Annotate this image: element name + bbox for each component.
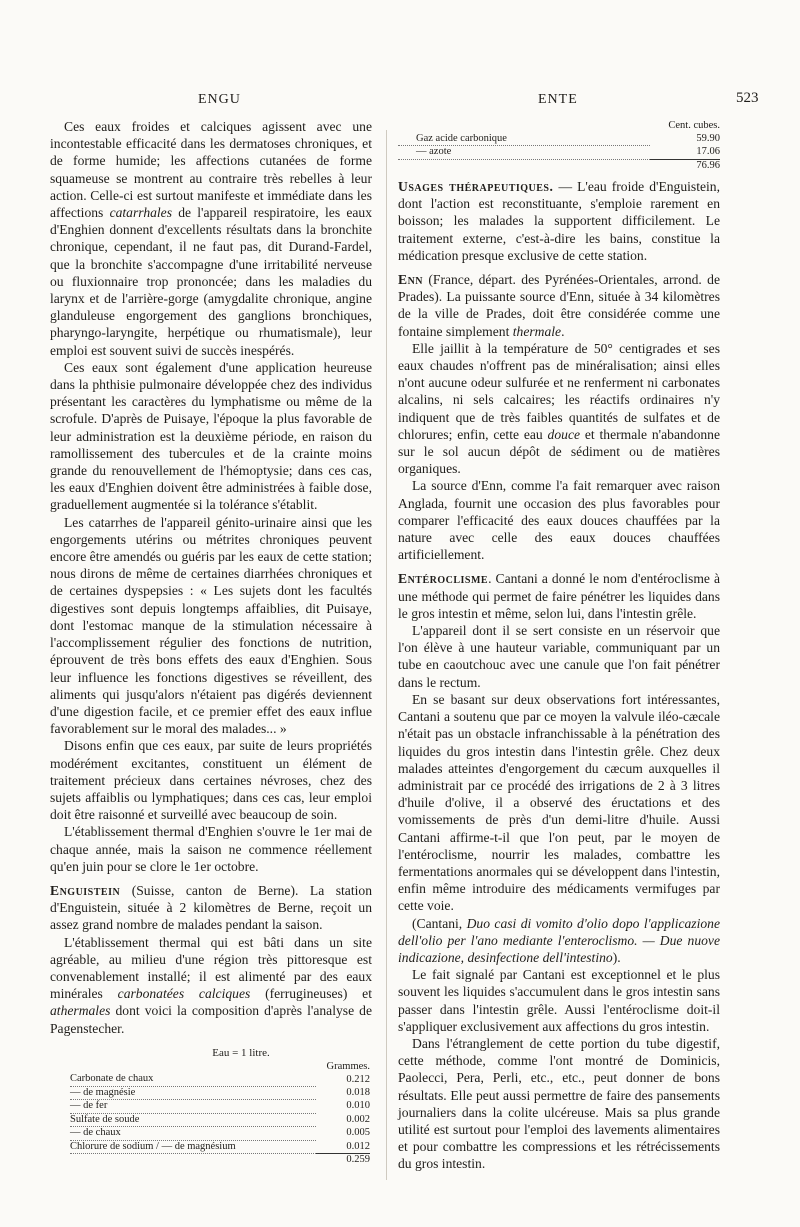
entry-keyword: Usages thérapeutiques. <box>398 179 554 194</box>
table-row: — azote 17.06 <box>398 146 720 160</box>
entry-keyword: Enn <box>398 272 424 288</box>
paragraph: Disons enfin que ces eaux, par suite de leurs propriétés modérément excitantes, constituent un élément de traitement précieux dans certaines névroses, chez des sujets affaiblis ou lymphatiques; dans ces cas, leur emploi doit être raisonné et surveillé avec beaucoup de soin. <box>50 738 372 823</box>
paragraph: Elle jaillit à la température de 50° centigrades et ses eaux chaudes n'offrent pas de minéralisation; ainsi elles n'ont aucune odeur sulfurée et ne renferment ni carbonates alcalins, ni sels calcaires; les réactifs ordinaires n'y indiquent que de très faibles quantités de sulfates et de chlorures; enfin, cette eau douce et thermale n'abandonne sur le sol aucun dépôt de sédiment ou de matières organiques. <box>398 340 721 477</box>
paragraph: En se basant sur deux observations fort intéressantes, Cantani a soutenu que par ce moyen la valvule iléo-cæcale n'était pas un obstacle infranchissable à la pénétration des liquides du gros intestin dans l'intestin grêle. Chez deux malades atteintes d'engorgement du cæcum auxquelles il administrait par ce procédé des irrigations de 2 à 3 litres d'huile d'olive, il a observé des éructations et des vomissements de près d'un demi-litre d'huile. Aussi Cantani affirme-t-il que l'on peut, par le moyen de l'entéroclisme, nourrir les malades, combattre les fermentations anormales qui se développent dans l'intestin, enfin même introduire des médicaments vermifuges par cette voie. <box>398 691 720 914</box>
paragraph: Dans l'étranglement de cette portion du tube digestif, cette méthode, comme l'ont montré de Dominicis, Paolecci, Pera, Perli, etc., etc., peut donner de bons résultats. Elle peut aussi permettre de faire des pansements journaliers dans la colite ulcéreuse. Mais sa plus grande utilité est surtout pour l'emploi des lavements alimentaires et pour combattre les compressions et les rétrécissements du gros intestin. <box>398 1035 720 1172</box>
table-total-row: 76.96 <box>398 159 720 172</box>
reference: (Cantani, Duo casi di vomito d'olio dopo l'applicazione dell'olio per l'ano mediante l'enteroclismo. — Due nuove indicazione, desinfectione dell'intestino). <box>398 915 721 965</box>
gas-unit: Cent. cubes. <box>668 120 720 131</box>
column-divider <box>386 130 387 1180</box>
table-unit: Grammes. <box>326 1060 370 1072</box>
composition-table <box>70 1061 370 1167</box>
table-row: Gaz acide carbonique 59.90 <box>398 133 720 146</box>
paragraph: Ces eaux froides et calciques agissent avec une incontestable efficacité dans les dermatoses chroniques, et de forme humide; les affections cutanées de forme squameuse se montrent au contraire très rebelles à leur action. Celle-ci est surtout manifeste et immédiate dans les affections catarrhales de l'appareil respiratoire, les eaux d'Enghien donnent d'excellents résultats dans la bronchite chronique, cependant, il ne faut pas, dit Durand-Fardel, que la bronchite s'accompagne d'une irritabilité nerveuse ou fluxionnaire trop prononcée; dans les maladies du larynx et de l'arrière-gorge (amygdalite chronique, angine glanduleuse engorgement des ganglions bronchiques, pharyngo-laryngite, herpétique ou rhumatismale), leur emploi est souvent suivi de succès inespérés. <box>50 119 372 358</box>
table-row: — de chaux 0.005 <box>70 1127 370 1139</box>
entry-enteroclisme: Entéroclisme. Cantani a donné le nom d'entéroclisme à une méthode qui permet de faire pénétrer les liquides dans le gros intestin et même, selon lui, dans l'intestin grêle. <box>398 571 720 621</box>
paragraph: L'appareil dont il se sert consiste en un réservoir que l'on élève à une hauteur variable, communiquant par un tube en caoutchouc avec une canule que l'on fait pénétrer dans le rectum. <box>398 623 720 690</box>
table-row: — de fer 0.010 <box>70 1100 370 1112</box>
left-column <box>50 118 372 1167</box>
paragraph: Les catarrhes de l'appareil génito-urinaire ainsi que les engorgements utérins ou métrites chroniques peuvent encore être amendés ou guéris par les eaux de cette station; nous dirons de même de certaines diarrhées chroniques et de certaines dyspepsies : « Les sujets dont les facultés digestives sont depuis longtemps affaiblies, dit Puisaye, dont l'estomac manque de la stimulation nécessaire à l'accomplissement régulier des fonctions de nutrition, éprouvent de très bons effets des eaux d'Enghien. Sous leur influence les fonctions digestives se réveillent, des aliments qui jusqu'alors n'étaient pas digérés deviennent d'une digestion facile, et ce premier effet des eaux influe favorablement sur le moral des malades... » <box>50 514 372 737</box>
table-total-row: 0.259 <box>70 1154 370 1167</box>
entry-keyword: Entéroclisme <box>398 571 489 587</box>
paragraph: Le fait signalé par Cantani est exceptionnel et le plus souvent les liquides s'accumulent dans le gros intestin sans passer dans l'intestin grêle. Aussi l'entéroclisme doit-il s'appliquer exclusivement aux affections du gros intestin. <box>398 967 720 1034</box>
page-number: 523 <box>736 90 759 106</box>
running-header-center: ENTE <box>538 92 578 107</box>
table-title: Eau = 1 litre. <box>212 1046 270 1059</box>
entry-keyword: Enguistein <box>50 882 121 898</box>
table-row: Carbonate de chaux 0.212 <box>70 1073 370 1085</box>
table-row: Sulfate de soude 0.002 <box>70 1113 370 1125</box>
table-row: Chlorure de sodium / — de magnésium 0.012 <box>70 1140 370 1152</box>
entry-usages: Usages thérapeutiques. — L'eau froide d'Enguistein, dont l'action est reconstituante, s'emploie rarement en boisson; les malades la supportent difficilement. Le traitement externe, c'est-à-dire les bains, constitue la médication presque exclusive de cette station. <box>398 179 720 263</box>
gas-table <box>398 120 720 172</box>
running-header-left: ENGU <box>198 92 241 107</box>
entry-enguistein: Enguistein (Suisse, canton de Berne). La station d'Enguistein, située à 2 kilomètres de Berne, reçoit un assez grand nombre de malades pendant la saison. <box>50 882 372 933</box>
paragraph: La source d'Enn, comme l'a fait remarquer avec raison Anglada, fournit une occasion des plus favorables pour comparer l'efficacité des eaux douces chauffées par la nature avec celle des eaux douces chauffées artificiellement. <box>398 478 720 563</box>
entry-enn: Enn (France, départ. des Pyrénées-Orientales, arrond. de Prades). La puissante source d'Enn, située à 34 kilomètres de la ville de Prades, doit être considérée comme une fontaine simplement thermale. <box>398 272 720 339</box>
table-row: — de magnésie 0.018 <box>70 1086 370 1098</box>
paragraph: L'établissement thermal d'Enghien s'ouvre le 1er mai de chaque année, mais la saison ne commence réellement qu'en juin pour se clore le 1er octobre. <box>50 824 372 874</box>
paragraph: L'établissement thermal qui est bâti dans un site agréable, au milieu d'une région très pittoresque est convenablement installé; il est alimenté par des eaux minérales carbonatées calciques (ferrugineuses) et athermales dont voici la composition d'après l'analyse de Pagenstecher. <box>50 934 372 1036</box>
paragraph: Ces eaux sont également d'une application heureuse dans la phthisie pulmonaire développée chez des individus présentant les caractères du lymphatisme ou même de la scrofule. D'après de Puisaye, l'époque la plus favorable de leur administration est la deuxième période, en raison du ramollissement des tubercules et de la crainte moins grande du renouvellement de l'hémoptysie; dans ces cas, les eaux d'Enghien doivent être administrées à faible dose, graduellement augmentée si la tolérance s'établit. <box>50 359 372 513</box>
right-column <box>398 118 720 1173</box>
